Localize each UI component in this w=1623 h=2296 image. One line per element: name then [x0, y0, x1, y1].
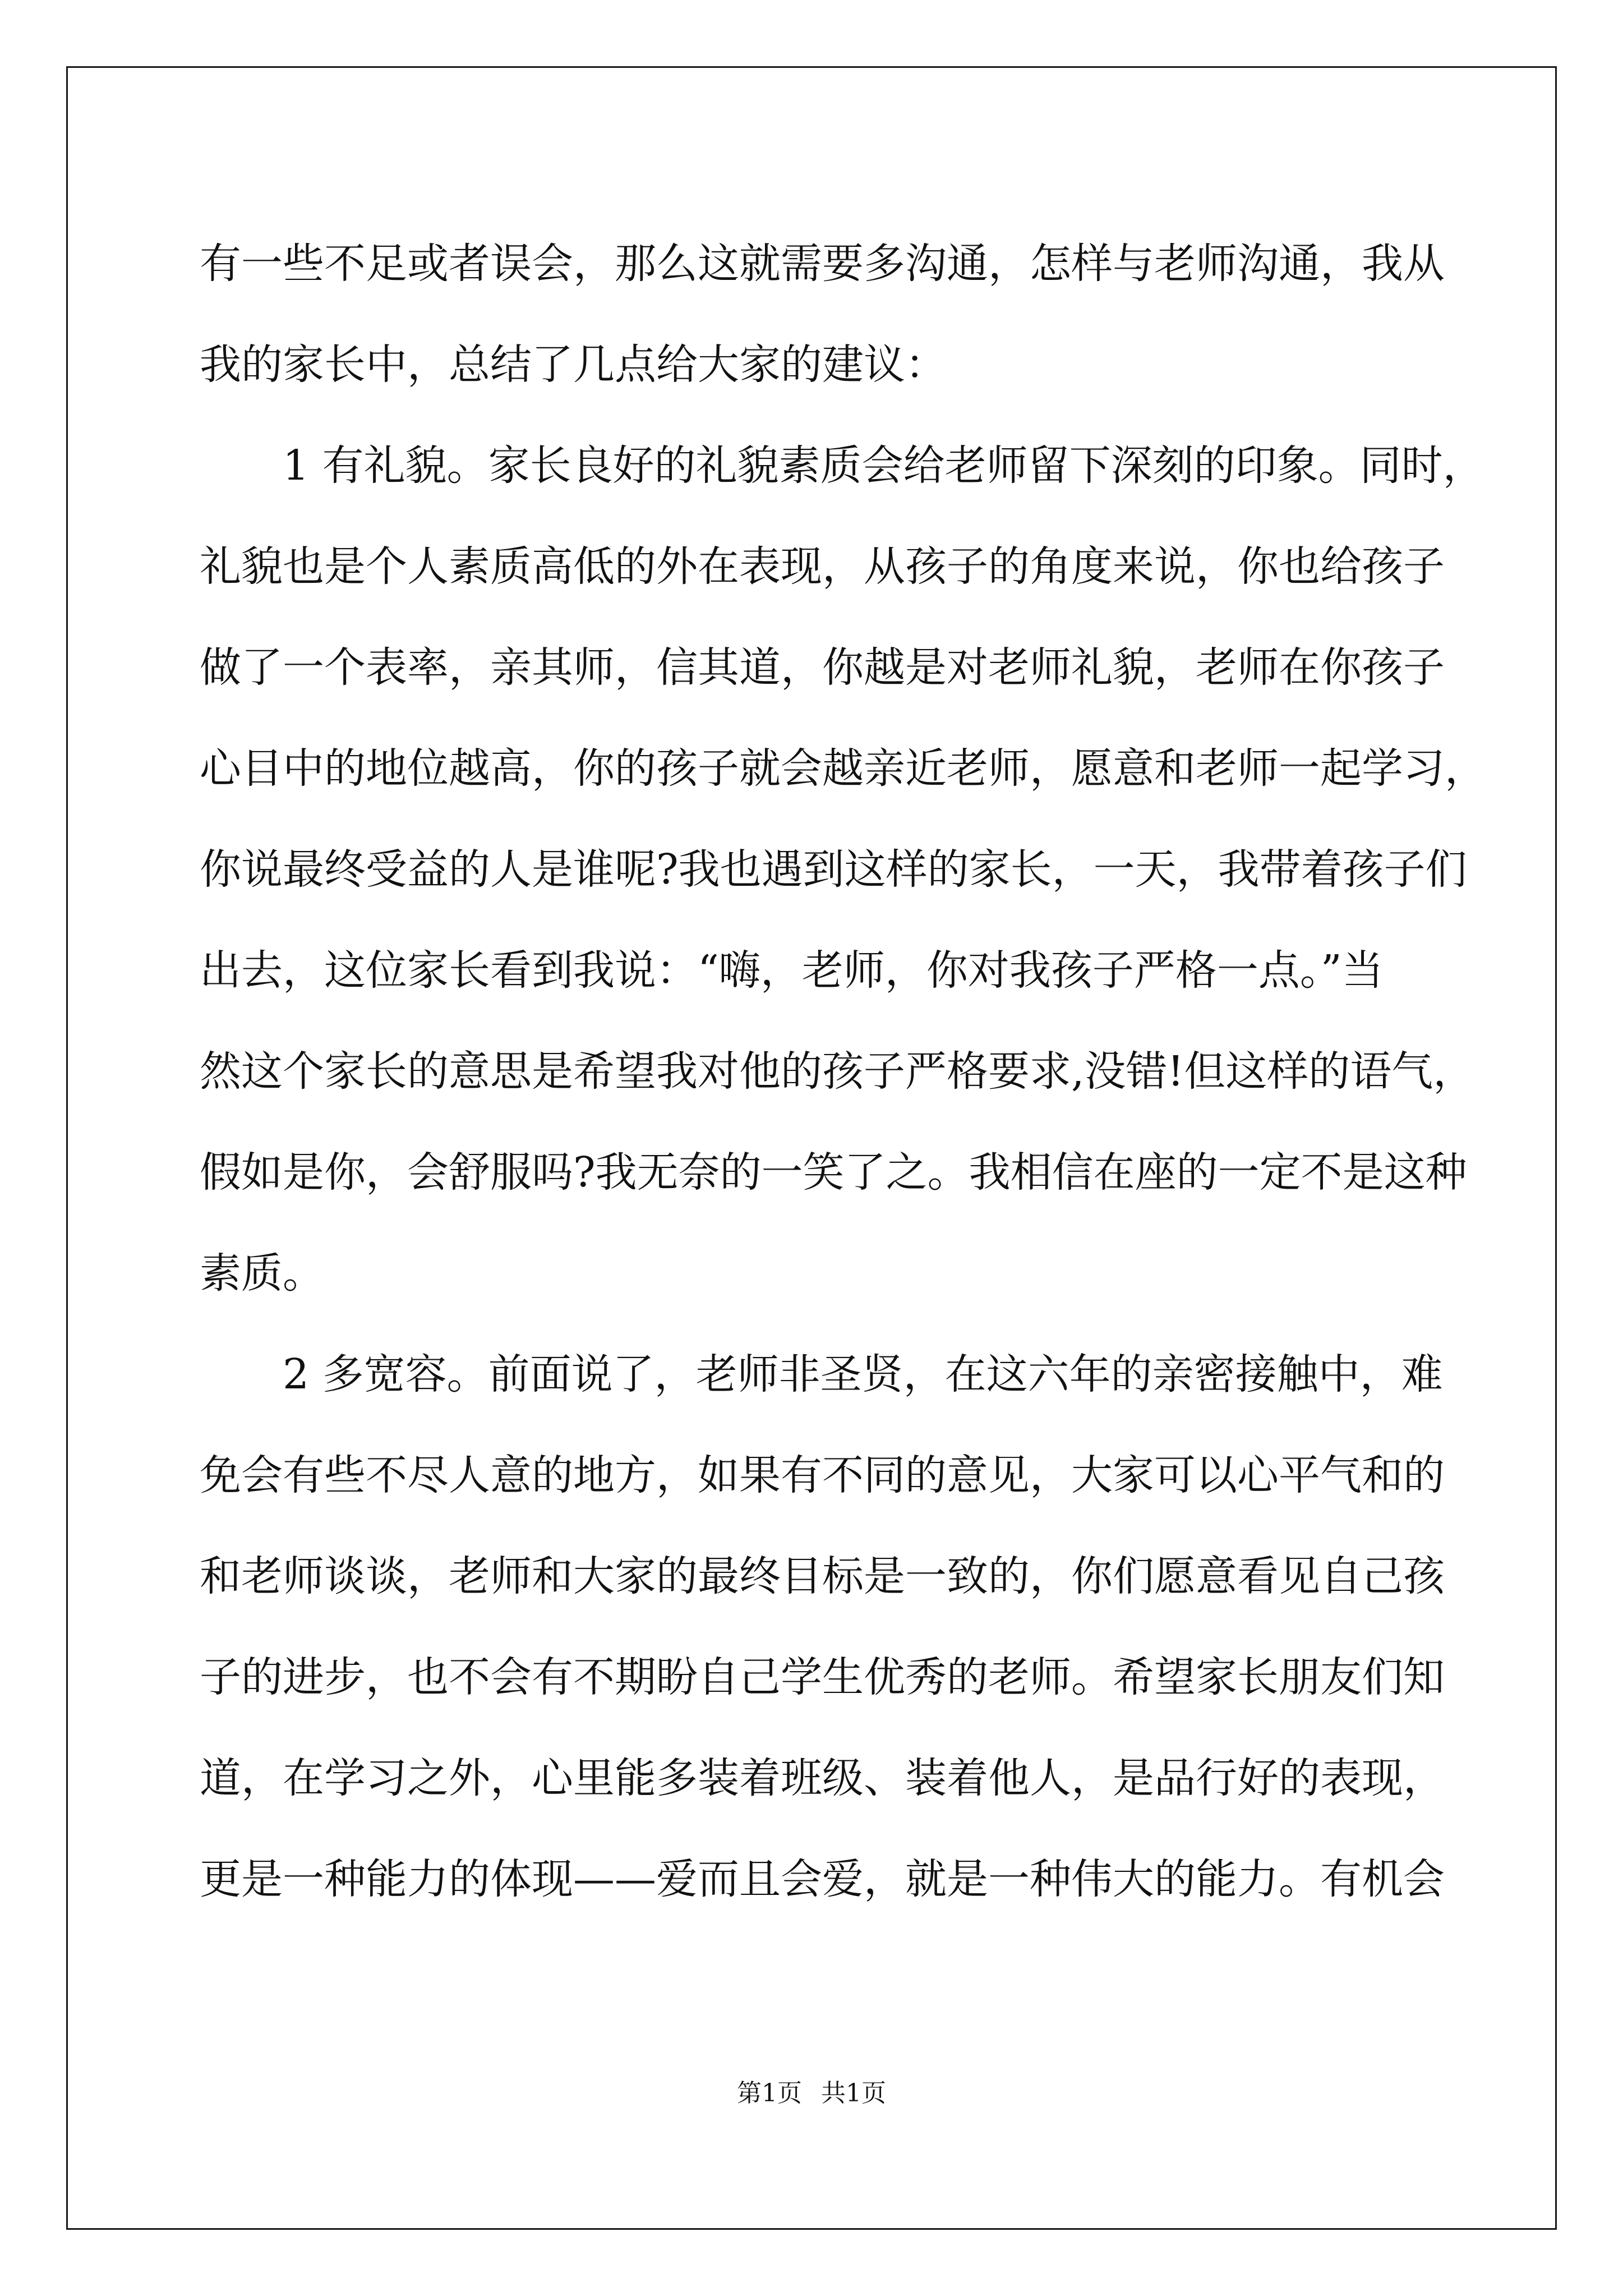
text-line: 假如是你，会舒服吗?我无奈的一笑了之。我相信在座的一定不是这种: [200, 1148, 1467, 1197]
text-line: 子的进步，也不会有不期盼自己学生优秀的老师。希望家长朋友们知: [200, 1653, 1445, 1701]
page-number: 第1页: [737, 2079, 802, 2108]
text-line: 然这个家长的意思是希望我对他的孩子严格要求,没错!但这样的语气，: [200, 1047, 1475, 1096]
text-line: 有一些不足或者误会，那么这就需要多沟通，怎样与老师沟通，我从: [200, 240, 1445, 288]
text-line: 道，在学习之外，心里能多装着班级、装着他人，是品行好的表现，: [200, 1754, 1445, 1802]
text-line: 1 有礼貌。家长良好的礼貌素质会给老师留下深刻的印象。同时，: [200, 441, 1484, 490]
page-total: 共1页: [821, 2079, 886, 2108]
text-line: 你说最终受益的人是谁呢?我也遇到这样的家长，一天，我带着孩子们: [200, 845, 1467, 894]
document-body: [200, 213, 1486, 1930]
text-line: 礼貌也是个人素质高低的外在表现，从孩子的角度来说，你也给孩子: [200, 542, 1445, 591]
text-line: 做了一个表率，亲其师，信其道，你越是对老师礼貌，老师在你孩子: [200, 643, 1445, 692]
text-line: 2 多宽容。前面说了，老师非圣贤，在这六年的亲密接触中，难: [200, 1350, 1443, 1398]
text-line: 出去，这位家长看到我说：“嗨，老师，你对我孩子严格一点。”当: [200, 946, 1384, 995]
text-line: 我的家长中，总结了几点给大家的建议：: [200, 341, 947, 389]
text-line: 免会有些不尽人意的地方，如果有不同的意见，大家可以心平气和的: [200, 1451, 1445, 1499]
text-line: 和老师谈谈，老师和大家的最终目标是一致的，你们愿意看见自己孩: [200, 1552, 1445, 1600]
page-footer: [0, 2077, 1623, 2110]
text-line: 更是一种能力的体现——爱而且会爱，就是一种伟大的能力。有机会: [200, 1855, 1445, 1903]
text-line: 心目中的地位越高，你的孩子就会越亲近老师，愿意和老师一起学习，: [200, 744, 1486, 793]
text-line: 素质。: [200, 1249, 324, 1297]
